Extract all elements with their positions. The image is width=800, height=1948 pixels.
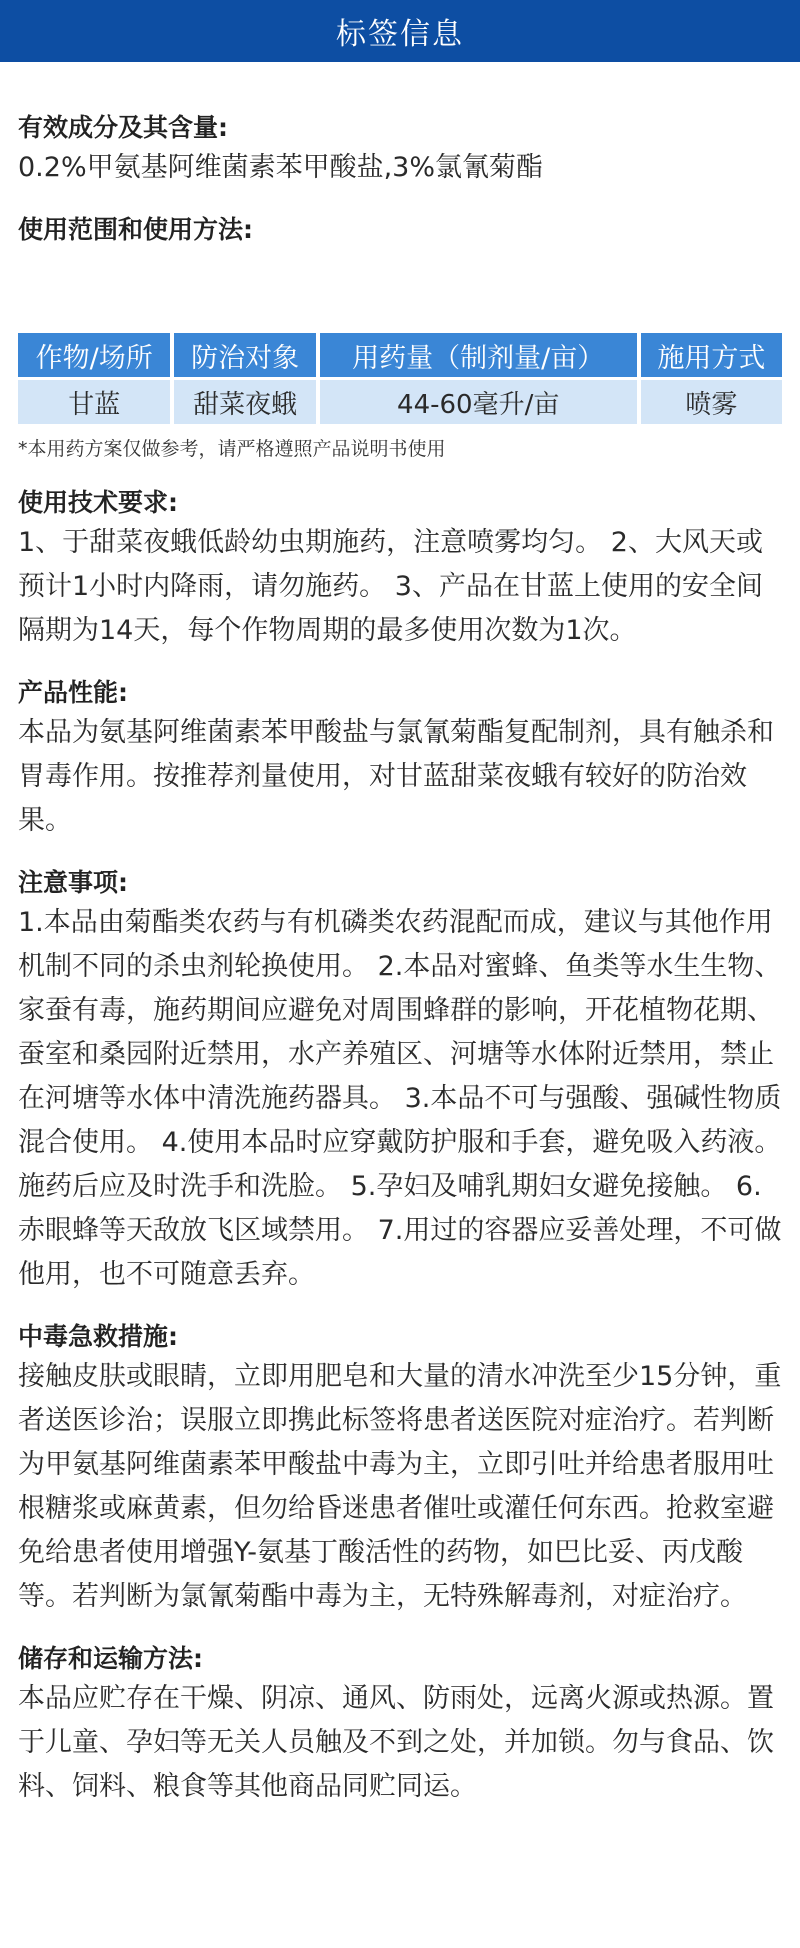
technical-requirements-section <box>18 485 782 653</box>
section-title: 储存和运输方法: <box>18 1644 203 1673</box>
header-bar <box>0 0 800 62</box>
section-title: 产品性能: <box>18 678 128 707</box>
usage-note: *本用药方案仅做参考，请严格遵照产品说明书使用 <box>18 438 446 460</box>
usage-cell-method: 喷雾 <box>641 380 782 424</box>
precautions-section <box>18 865 782 1297</box>
usage-header-crop: 作物/场所 <box>18 333 170 377</box>
product-performance-section <box>18 675 782 843</box>
storage-transport-section <box>18 1641 782 1809</box>
usage-header-target: 防治对象 <box>174 333 315 377</box>
section-title: 使用技术要求: <box>18 488 178 517</box>
table-row <box>18 380 782 424</box>
section-text: 本品应贮存在干燥、阴凉、通风、防雨处，远离火源或热源。置于儿童、孕妇等无关人员触及不到之处，并加锁。勿与食品、饮料、饲料、粮食等其他商品同贮同运。 <box>18 1683 774 1802</box>
section-text: 本品为氨基阿维菌素苯甲酸盐与氯氰菊酯复配制剂，具有触杀和胃毒作用。按推荐剂量使用，对甘蓝甜菜夜蛾有较好的防治效果。 <box>18 717 774 836</box>
ingredients-text: 0.2%甲氨基阿维菌素苯甲酸盐,3%氯氰菊酯 <box>18 152 544 183</box>
usage-cell-crop: 甘蓝 <box>18 380 170 424</box>
ingredients-section <box>18 110 782 190</box>
ingredients-title: 有效成分及其含量: <box>18 113 228 142</box>
label-content <box>0 110 800 1809</box>
usage-scope-title: 使用范围和使用方法: <box>18 215 253 244</box>
usage-table <box>14 330 786 427</box>
section-text: 1、于甜菜夜蛾低龄幼虫期施药，注意喷雾均匀。 2、大风天或预计1小时内降雨，请勿施药。 3、产品在甘蓝上使用的安全间隔期为14天，每个作物周期的最多使用次数为1次。 <box>18 527 763 646</box>
page-title: 标签信息 <box>336 17 464 52</box>
usage-header-dosage: 用药量（制剂量/亩） <box>320 333 637 377</box>
section-text: 1.本品由菊酯类农药与有机磷类农药混配而成，建议与其他作用机制不同的杀虫剂轮换使用。 2.本品对蜜蜂、鱼类等水生生物、家蚕有毒，施药期间应避免对周围蜂群的影响，开花植物花期、蚕室和桑园附近禁用，水产养殖区、河塘等水体附近禁用，禁止在河塘等水体中清洗施药器具。 3.本品不可与强酸、强碱性物质混合使用。 4.使用本品时应穿戴防护服和手套，避免吸入药液。施药后应及时洗手和洗脸。 5.孕妇及哺乳期妇女避免接触。 6.赤眼蜂等天敌放飞区域禁用。 7.用过的容器应妥善处理，不可做他用，也不可随意丢弃。 <box>18 907 782 1290</box>
usage-cell-dosage: 44-60毫升/亩 <box>320 380 637 424</box>
section-text: 接触皮肤或眼睛，立即用肥皂和大量的清水冲洗至少15分钟，重者送医诊治；误服立即携此标签将患者送医院对症治疗。若判断为甲氨基阿维菌素苯甲酸盐中毒为主，立即引吐并给患者服用吐根糖浆或麻黄素，但勿给昏迷患者催吐或灌任何东西。抢救室避免给患者使用增强Y-氨基丁酸活性的药物，如巴比妥、丙戊酸等。若判断为氯氰菊酯中毒为主，无特殊解毒剂，对症治疗。 <box>18 1361 782 1612</box>
usage-header-method: 施用方式 <box>641 333 782 377</box>
first-aid-section <box>18 1319 782 1619</box>
section-title: 中毒急救措施: <box>18 1322 178 1351</box>
section-title: 注意事项: <box>18 868 128 897</box>
usage-table-header-row <box>18 333 782 377</box>
usage-scope-section <box>18 212 782 463</box>
usage-cell-target: 甜菜夜蛾 <box>174 380 315 424</box>
